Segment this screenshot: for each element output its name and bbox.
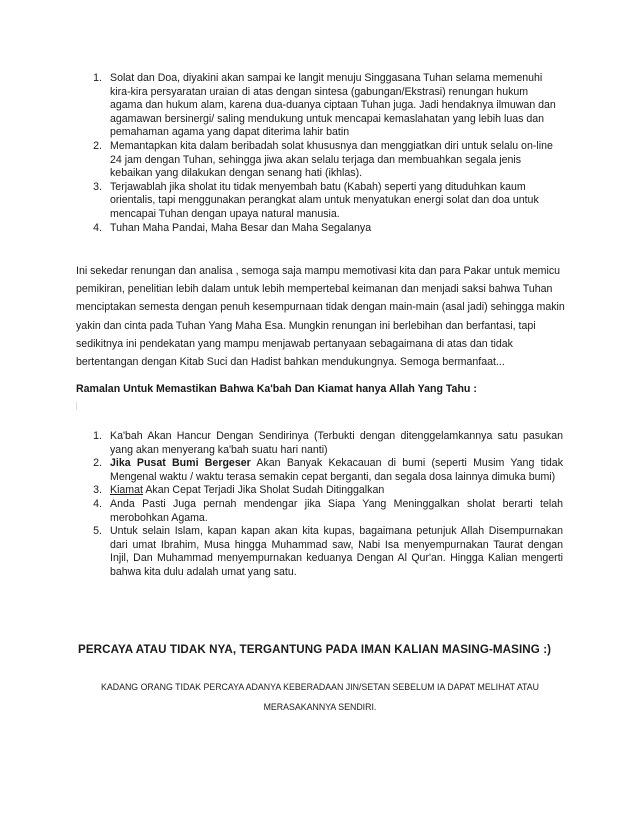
list-text — [110, 484, 563, 498]
list-number: 3. — [93, 484, 102, 497]
list-item — [78, 430, 563, 457]
list-text-body: Akan Banyak Kekacauan di bumi (seperti Musim Yang tidak Mengenal waktu / waktu terasa semakin cepat berganti, dan segala dosa lainnya dimuka bumi) — [110, 457, 563, 483]
list-item — [78, 140, 558, 181]
list-number: 2. — [93, 139, 102, 152]
numbered-list-ramalan — [78, 430, 563, 580]
list-text-body: Anda Pasti Juga pernah mendengar jika Siapa Yang Meninggalkan sholat berarti telah merobohkan Agama. — [110, 497, 563, 524]
divider-mark — [76, 402, 77, 410]
list-text-body: Ka'bah Akan Hancur Dengan Sendirinya (Terbukti dengan ditenggelamkannya satu pasukan yang akan menyerang ka'bah suatu hari nanti) — [110, 430, 563, 456]
list-number: 1. — [93, 72, 102, 84]
list-item — [78, 222, 558, 236]
list-text: Terjawablah jika sholat itu tidak menyembah batu (Kabah) seperti yang dituduhkan kaum orientalis, tapi menggunakan perangkat alam untuk menyatukan energi solat dan doa untuk mencapai Tuhan dengan upaya natural manusia. — [110, 180, 539, 220]
list-number: 4. — [93, 221, 102, 234]
list-text: Tuhan Maha Pandai, Maha Besar dan Maha Segalanya — [110, 221, 372, 234]
section-heading: Ramalan Untuk Memastikan Bahwa Ka'bah Dan Kiamat hanya Allah Yang Tahu : — [76, 383, 477, 395]
list-text-body: Akan Cepat Terjadi Jika Sholat Sudah Ditinggalkan — [142, 484, 385, 497]
numbered-list-doa — [78, 72, 558, 235]
list-text: Solat dan Doa, diyakini akan sampai ke langit menuju Singgasana Tuhan selama memenuhi kira-kira persyaratan uraian di atas dengan sintesa (gabungan/Ekstrasi) renungan hukum agama dan hukum alam, karena dua-duanya ciptaan Tuhan juga. Jadi hendaknya ilmuwan dan agamawan bersinergi/ saling mendukung untuk mencapai kemaslahatan yang lebih luas dan pemahaman agama yang dapat diterima lahir batin — [110, 72, 556, 139]
list-text-body: Untuk selain Islam, kapan kapan akan kita kupas, bagaimana petunjuk Allah Disempurnakan dari umat Ibrahim, Musa hingga Muhammad saw, Nabi Isa menyempurnakan Taurat dengan Injil, Dan Muhammad menyempurnakan keduanya Dengan Al Qur'an. Hingga Kalian mengerti bahwa kita dulu adalah umat yang satu. — [110, 525, 563, 578]
list-text — [110, 430, 563, 457]
list-item — [78, 181, 558, 222]
list-number: 1. — [93, 430, 102, 442]
list-item — [78, 72, 558, 140]
list-item — [78, 457, 563, 484]
closing-subtitle: KADANG ORANG TIDAK PERCAYA ADANYA KEBERADAAN JIN/SETAN SEBELUM IA DAPAT MELIHAT ATAU MERASAKANNYA SENDIRI. — [100, 682, 539, 712]
body-paragraph: Ini sekedar renungan dan analisa , semoga saja mampu memotivasi kita dan para Pakar untuk memicu pemikiran, penelitian lebih dalam untuk lebih mempertebal keimanan dan menjadi saksi bahwa Tuhan menciptakan semesta dengan penuh kesempurnaan tidak dengan main-main (asal jadi) sehingga makin yakin dan cinta pada Tuhan Yang Maha Esa. Mungkin renungan ini berlebihan dan berfantasi, tapi sedikitnya ini pendekatan yang mampu menjawab pertanyaan sebagaimana di atas dan tidak bertentangan dengan Kitab Suci dan Hadist bahkan mendukungnya. Semoga bermanfaat... — [76, 265, 565, 369]
list-item — [78, 484, 563, 498]
closing-title: PERCAYA ATAU TIDAK NYA, TERGANTUNG PADA IMAN KALIAN MASING-MASING :) — [78, 643, 552, 656]
list-number: 5. — [93, 525, 102, 538]
list-text — [110, 525, 563, 579]
list-item — [78, 525, 563, 579]
list-number: 2. — [93, 457, 102, 470]
list-number: 3. — [93, 180, 102, 193]
list-number: 4. — [93, 497, 102, 510]
list-item — [78, 498, 563, 525]
list-text: Memantapkan kita dalam beribadah solat khususnya dan menggiatkan diri untuk selalu on-line 24 jam dengan Tuhan, sehingga jiwa akan selalu terjaga dan membuahkan segala jenis kebaikan yang dilakukan dengan senang hati (ikhlas). — [110, 139, 553, 180]
list-text-bold: Jika Pusat Bumi Bergeser — [110, 457, 251, 470]
list-text — [110, 457, 563, 484]
list-text — [110, 498, 563, 525]
list-text-underline: Kiamat — [110, 484, 143, 497]
